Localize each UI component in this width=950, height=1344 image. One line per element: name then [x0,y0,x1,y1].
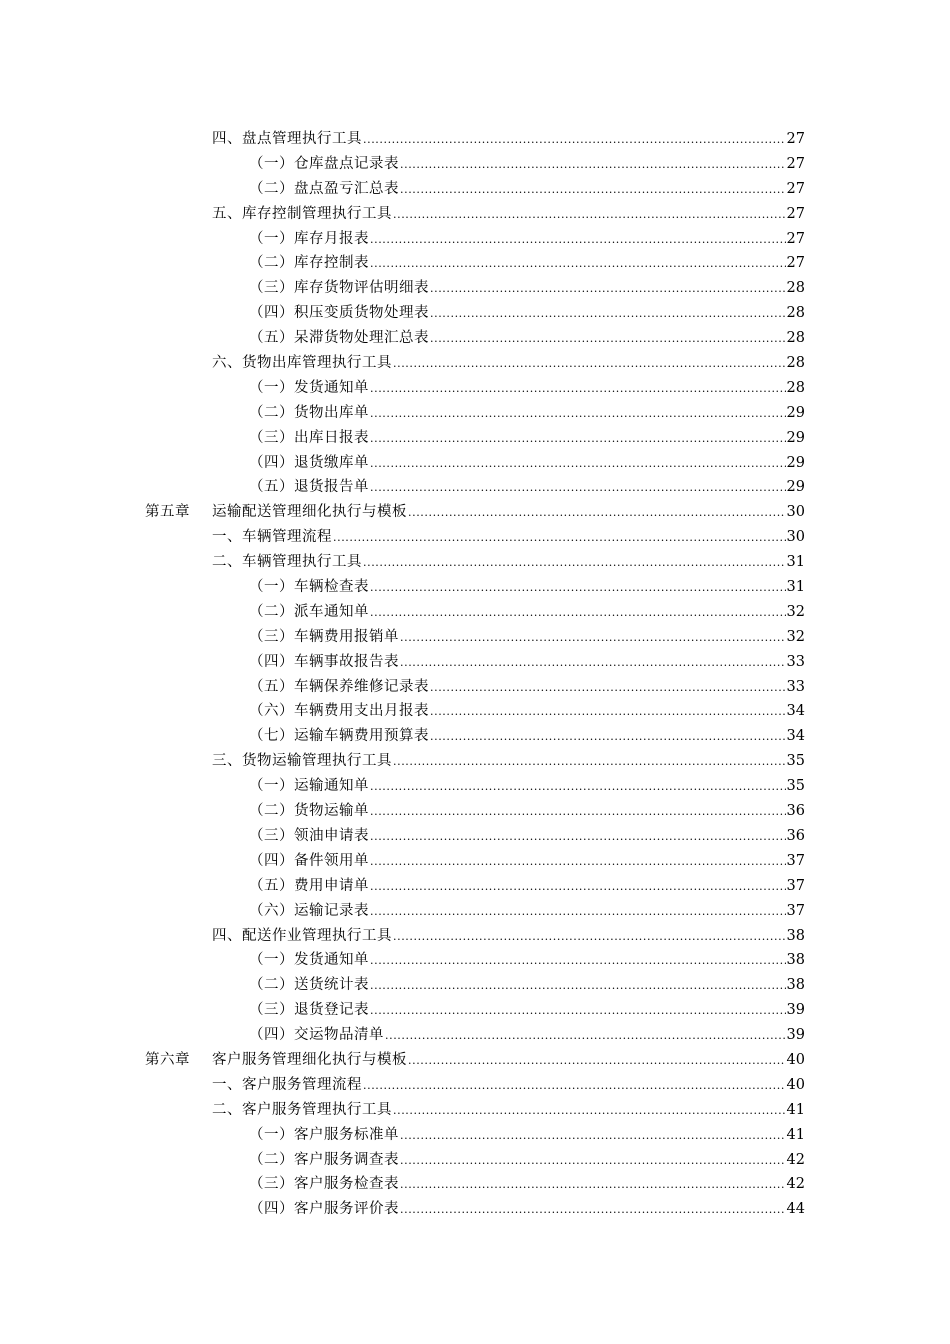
dot-leader [393,202,786,228]
toc-entry[interactable] [0,376,950,401]
toc-entry[interactable] [0,550,950,575]
toc-entry-line [249,451,805,476]
toc-entry-text: （一）发货通知单 [249,952,369,969]
toc-entry-title [249,625,399,650]
toc-page-number: 28 [786,355,805,372]
dot-leader [370,227,786,253]
toc-page-number: 35 [786,778,805,795]
toc-entry-title [249,326,429,351]
dot-leader [370,376,786,402]
toc-entry-line [249,1197,805,1222]
toc-entry-text: 一、客户服务管理流程 [212,1076,362,1093]
toc-entry-title [249,376,369,401]
toc-entry[interactable] [0,749,950,774]
toc-entry-line [212,202,805,227]
toc-entry-title [212,749,392,774]
toc-entry-title [249,874,369,899]
toc-entry[interactable] [0,849,950,874]
toc-page-number: 28 [786,379,805,396]
toc-page-number: 28 [786,330,805,347]
toc-entry[interactable] [0,998,950,1023]
toc-entry-title [249,1023,384,1048]
toc-entry-line [249,650,805,675]
toc-page-number: 27 [786,155,805,172]
toc-entry[interactable] [0,401,950,426]
toc-entry[interactable] [0,177,950,202]
toc-entry-line [249,948,805,973]
toc-entry-line [249,899,805,924]
toc-page-number: 33 [786,653,805,670]
toc-entry-title [249,475,369,500]
dot-leader [370,451,786,477]
toc-entry-line [212,525,805,550]
toc-page-number: 34 [786,728,805,745]
dot-leader [400,177,786,203]
dot-leader [370,475,786,501]
dot-leader [370,824,786,850]
dot-leader [370,874,786,900]
dot-leader [370,251,786,277]
toc-entry-title [249,152,399,177]
toc-entry-title [212,351,392,376]
toc-entry-title [212,924,392,949]
toc-entry[interactable] [0,301,950,326]
dot-leader [393,924,786,950]
toc-entry-title [249,575,369,600]
toc-chapter-number: 第五章 [145,504,190,521]
dot-leader [408,1048,786,1074]
toc-entry-text: （四）车辆事故报告表 [249,653,399,670]
toc-entry-text: （三）领油申请表 [249,827,369,844]
toc-entry-text: （四）客户服务评价表 [249,1201,399,1218]
toc-entry-title [249,799,369,824]
toc-entry-text: 运输配送管理细化执行与模板 [212,504,407,521]
toc-entry-line [249,675,805,700]
toc-page-number: 27 [786,255,805,272]
toc-page-number: 39 [786,1027,805,1044]
toc-entry[interactable] [0,948,950,973]
toc-page-number: 36 [786,827,805,844]
toc-entry-text: 六、货物出库管理执行工具 [212,355,392,372]
dot-leader [370,849,786,875]
toc-entry[interactable] [0,799,950,824]
toc-entry-title [249,948,369,973]
toc-entry-line [249,1148,805,1173]
toc-entry[interactable] [0,1098,950,1123]
toc-entry-text: （四）退货缴库单 [249,454,369,471]
toc-entry-line [249,849,805,874]
toc-entry[interactable] [0,127,950,152]
dot-leader [430,699,786,725]
toc-entry[interactable] [0,1073,950,1098]
toc-entry-title [212,1073,362,1098]
toc-entry-text: （五）费用申请单 [249,877,369,894]
toc-entry-line [212,1073,805,1098]
dot-leader [400,1197,786,1223]
toc-entry[interactable] [0,276,950,301]
toc-entry-text: （四）备件领用单 [249,852,369,869]
toc-entry-text: （一）发货通知单 [249,379,369,396]
dot-leader [400,1123,786,1149]
toc-entry[interactable] [0,451,950,476]
toc-page-number: 38 [786,927,805,944]
toc-entry-text: （二）库存控制表 [249,255,369,272]
toc-entry[interactable] [0,600,950,625]
toc-page-number: 42 [786,1151,805,1168]
toc-entry-title [249,1197,399,1222]
toc-page-number: 27 [786,180,805,197]
toc-page-number: 29 [786,454,805,471]
toc-entry-title [249,998,369,1023]
toc-entry-title [249,849,369,874]
toc-page-number: 36 [786,803,805,820]
dot-leader [333,525,786,551]
toc-entry-text: （一）客户服务标准单 [249,1126,399,1143]
toc-entry[interactable] [0,625,950,650]
toc-entry-title [249,824,369,849]
toc-entry-line [249,326,805,351]
toc-entry-line [249,774,805,799]
dot-leader [393,1098,786,1124]
toc-page-number: 37 [786,877,805,894]
toc-entry-line [249,600,805,625]
toc-entry-line [145,500,805,525]
toc-entry-text: （三）库存货物评估明细表 [249,280,429,297]
toc-entry-text: （一）车辆检查表 [249,579,369,596]
toc-entry-text: （二）盘点盈亏汇总表 [249,180,399,197]
toc-page-number: 30 [786,529,805,546]
toc-entry[interactable] [0,426,950,451]
toc-page-number: 29 [786,479,805,496]
dot-leader [363,127,786,153]
toc-entry[interactable] [0,1197,950,1222]
dot-leader [430,276,786,302]
toc-entry-text: （四）积压变质货物处理表 [249,305,429,322]
toc-page-number: 34 [786,703,805,720]
toc-entry-title [249,899,369,924]
toc-page-number: 28 [786,305,805,322]
toc-page-number: 30 [786,504,805,521]
toc-entry-text: （五）呆滞货物处理汇总表 [249,330,429,347]
dot-leader [370,774,786,800]
toc-page-number: 32 [786,603,805,620]
toc-page-number: 38 [786,977,805,994]
toc-entry[interactable] [0,251,950,276]
toc-page-number: 27 [786,131,805,147]
toc-entry-title [249,251,369,276]
toc-page-number: 40 [786,1076,805,1093]
dot-leader [408,500,786,526]
toc-entry-title [212,202,392,227]
toc-entry-text: 五、库存控制管理执行工具 [212,205,392,222]
toc-entry-title [249,774,369,799]
dot-leader [400,1172,786,1198]
dot-leader [400,650,786,676]
toc-entry[interactable] [0,973,950,998]
toc-entry-text: （七）运输车辆费用预算表 [249,728,429,745]
toc-entry-title [249,675,429,700]
toc-entry-text: 三、货物运输管理执行工具 [212,753,392,770]
dot-leader [400,625,786,651]
toc-entry-title [249,177,399,202]
dot-leader [400,1148,786,1174]
toc-entry-text: （一）库存月报表 [249,230,369,247]
dot-leader [385,1023,786,1049]
dot-leader [370,575,786,601]
toc-page-number: 42 [786,1176,805,1193]
toc-entry[interactable] [0,924,950,949]
toc-entry-line [249,824,805,849]
toc-page-number: 33 [786,678,805,695]
toc-entry-title [249,401,369,426]
toc-chapter-entry[interactable] [0,1048,950,1073]
toc-entry[interactable] [0,1023,950,1048]
toc-entry-line [249,376,805,401]
toc-entry-title [249,1123,399,1148]
dot-leader [370,426,786,452]
toc-entry-title [249,301,429,326]
toc-entry-title [145,1048,407,1073]
dot-leader [370,973,786,999]
dot-leader [393,749,786,775]
toc-entry-line [212,1098,805,1123]
toc-entry-text: （一）运输通知单 [249,778,369,795]
toc-page-number: 38 [786,952,805,969]
dot-leader [393,351,786,377]
dot-leader [370,600,786,626]
toc-entry[interactable] [0,675,950,700]
toc-entry-title [249,426,369,451]
toc-entry-line [249,874,805,899]
toc-entry-text: 客户服务管理细化执行与模板 [212,1051,407,1068]
toc-entry[interactable] [0,525,950,550]
toc-entry-line [249,276,805,301]
dot-leader [370,948,786,974]
dot-leader [363,1073,786,1099]
toc-entry-text: （三）车辆费用报销单 [249,628,399,645]
toc-entry-title [249,276,429,301]
toc-entry-line [249,475,805,500]
toc-entry-text: （五）退货报告单 [249,479,369,496]
toc-entry-text: （二）客户服务调查表 [249,1151,399,1168]
toc-entry-line [249,251,805,276]
toc-entry-text: （三）出库日报表 [249,429,369,446]
toc-entry-line [249,575,805,600]
toc-page-number: 27 [786,230,805,247]
toc-entry-text: （二）货物出库单 [249,404,369,421]
toc-page-number: 31 [786,579,805,596]
dot-leader [430,326,786,352]
toc-page-number: 41 [786,1126,805,1143]
toc-entry-title [249,724,429,749]
toc-page-number: 27 [786,205,805,222]
toc-entry-text: （四）交运物品清单 [249,1027,384,1044]
toc-entry-line [249,1172,805,1197]
toc-entry[interactable] [0,724,950,749]
toc-entry-line [249,998,805,1023]
toc-entry[interactable] [0,575,950,600]
toc-entry-line [249,152,805,177]
toc-page-number: 37 [786,852,805,869]
toc-entry[interactable] [0,774,950,799]
toc-chapter-entry[interactable] [0,500,950,525]
toc-entry-title [212,1098,392,1123]
toc-page-number: 41 [786,1101,805,1118]
toc-entry-title [249,973,369,998]
toc-entry-text: （五）车辆保养维修记录表 [249,678,429,695]
toc-entry[interactable] [0,326,950,351]
toc-entry-line [249,1023,805,1048]
dot-leader [370,899,786,925]
toc-page-number: 39 [786,1002,805,1019]
toc-entry-line [212,924,805,949]
toc-entry[interactable] [0,1172,950,1197]
toc-entry[interactable] [0,227,950,252]
toc-entry[interactable] [0,475,950,500]
toc-entry-line [249,301,805,326]
toc-entry-text: 一、车辆管理流程 [212,529,332,546]
toc-entry-text: （二）派车通知单 [249,603,369,620]
toc-page-number: 32 [786,628,805,645]
toc-entry[interactable] [0,824,950,849]
toc-entry-title [249,650,399,675]
toc-page-number: 35 [786,753,805,770]
toc-entry-text: （六）车辆费用支出月报表 [249,703,429,720]
toc-entry-title [249,227,369,252]
toc-entry[interactable] [0,351,950,376]
toc-page-number: 37 [786,902,805,919]
toc-entry-line [145,1048,805,1073]
toc-entry-title [212,127,362,152]
toc-page-number: 44 [786,1201,805,1218]
toc-entry[interactable] [0,152,950,177]
toc-entry-title [249,1148,399,1173]
toc-entry-text: 二、客户服务管理执行工具 [212,1101,392,1118]
toc-entry-text: 四、配送作业管理执行工具 [212,927,392,944]
toc-entry-line [249,426,805,451]
toc-entry-line [212,749,805,774]
toc-page-number: 29 [786,429,805,446]
toc-entry[interactable] [0,1148,950,1173]
toc-entry-text: （一）仓库盘点记录表 [249,155,399,172]
toc-entry[interactable] [0,650,950,675]
toc-entry-title [249,1172,399,1197]
toc-page-number: 29 [786,404,805,421]
toc-entry-line [249,625,805,650]
table-of-contents [0,127,950,1222]
dot-leader [370,998,786,1024]
toc-entry-text: （三）客户服务检查表 [249,1176,399,1193]
toc-page-number: 28 [786,280,805,297]
toc-entry[interactable] [0,1123,950,1148]
toc-entry-title [249,600,369,625]
toc-entry-line [212,127,805,152]
toc-entry-line [249,699,805,724]
dot-leader [400,152,786,178]
dot-leader [363,550,786,576]
toc-entry-title [212,525,332,550]
toc-entry[interactable] [0,202,950,227]
toc-entry-title [212,550,362,575]
toc-entry[interactable] [0,874,950,899]
toc-entry-text: （二）送货统计表 [249,977,369,994]
toc-entry-line [249,799,805,824]
toc-entry-text: （六）运输记录表 [249,902,369,919]
dot-leader [370,401,786,427]
toc-page-number: 40 [786,1051,805,1068]
toc-entry-line [249,177,805,202]
toc-entry-line [212,550,805,575]
toc-entry-title [145,500,407,525]
dot-leader [430,724,786,750]
toc-entry-line [212,351,805,376]
toc-entry-line [249,401,805,426]
toc-entry-line [249,973,805,998]
toc-entry-title [249,451,369,476]
toc-entry-text: （三）退货登记表 [249,1002,369,1019]
toc-entry[interactable] [0,899,950,924]
toc-page-number: 31 [786,554,805,571]
toc-chapter-number: 第六章 [145,1051,190,1068]
toc-entry-line [249,227,805,252]
toc-entry[interactable] [0,699,950,724]
dot-leader [370,799,786,825]
toc-entry-line [249,724,805,749]
toc-entry-text: （二）货物运输单 [249,803,369,820]
toc-entry-title [249,699,429,724]
toc-entry-text: 二、车辆管理执行工具 [212,554,362,571]
dot-leader [430,301,786,327]
toc-entry-line [249,1123,805,1148]
toc-entry-text: 四、盘点管理执行工具 [212,131,362,147]
dot-leader [430,675,786,701]
